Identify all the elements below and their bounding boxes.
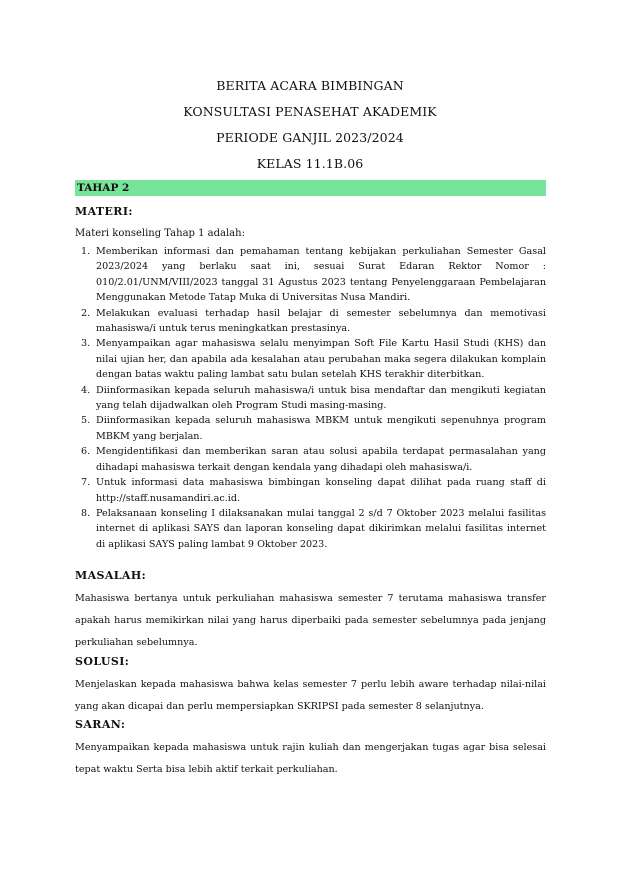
list-item-text: Mengidentifikasi dan memberikan saran atau solusi apabila terdapat permasalahan yang dihadapi mahasiswa terkait dengan kendala yang dihadapi oleh mahasiswa/i. — [96, 446, 546, 473]
list-item: 7. Untuk informasi data mahasiswa bimbingan konseling dapat dilihat pada ruang staff di http://staff.nusamandiri.ac.id. — [81, 477, 546, 504]
saran-text: Menyampaikan kepada mahasiswa untuk rajin kuliah dan mengerjakan tugas agar bisa selesai tepat waktu Serta bisa lebih aktif terkait perkuliahan. — [75, 742, 546, 775]
title-line-3: PERIODE GANJIL 2023/2024 — [216, 130, 404, 145]
list-item: 8. Pelaksanaan konseling I dilaksanakan mulai tanggal 2 s/d 7 Oktober 2023 melalui fasilitas internet di aplikasi SAYS dan laporan konseling dapat dikirimkan melalui fasilitas internet di aplikasi SAYS paling lambat 9 Oktober 2023. — [81, 507, 546, 550]
list-item: 6. Mengidentifikasi dan memberikan saran atau solusi apabila terdapat permasalahan yang dihadapi mahasiswa terkait dengan kendala yang dihadapi oleh mahasiswa/i. — [81, 446, 546, 473]
list-item: 1. Memberikan informasi dan pemahaman tentang kebijakan perkuliahan Semester Gasal 2023/2024 yang berlaku saat ini, sesuai Surat Edaran Rektor Nomor : 010/2.01/UNM/VIII/2023 tanggal 31 Agustus 2023 tentang Penyelenggaraan Pembelajaran Menggunakan Metode Tatap Muka di Universitas Nusa Mandiri. — [81, 246, 546, 304]
list-item-text: Diinformasikan kepada seluruh mahasiswa MBKM untuk mengikuti sepenuhnya program MBKM yang berjalan. — [96, 415, 546, 442]
list-item: 4. Diinformasikan kepada seluruh mahasiswa/i untuk bisa mendaftar dan mengikuti kegiatan yang telah dijadwalkan oleh Program Studi masing-masing. — [81, 384, 546, 412]
list-item-text: Untuk informasi data mahasiswa bimbingan konseling dapat dilihat pada ruang staff di http://staff.nusamandiri.ac.id. — [96, 477, 546, 504]
list-item-text: Diinformasikan kepada seluruh mahasiswa/i untuk bisa mendaftar dan mengikuti kegiatan yang telah dijadwalkan oleh Program Studi masing-masing. — [96, 384, 546, 412]
list-item-text: Memberikan informasi dan pemahaman tentang kebijakan perkuliahan Semester Gasal 2023/2024 yang berlaku saat ini, sesuai Surat Edaran Rektor Nomor : 010/2.01/UNM/VIII/2023 tanggal 31 Agustus 2023 tentang Penyelenggaraan Pembelajaran Menggunakan Metode Tatap Muka di Universitas Nusa Mandiri. — [96, 246, 546, 304]
masalah-heading: MASALAH: — [75, 569, 147, 582]
materi-list — [75, 244, 546, 552]
solusi-heading: SOLUSI: — [75, 655, 130, 668]
title-line-1: BERITA ACARA BIMBINGAN — [216, 78, 404, 93]
materi-intro: Materi konseling Tahap 1 adalah: — [75, 228, 245, 239]
list-item-text: Melakukan evaluasi terhadap hasil belajar di semester sebelumnya dan memotivasi mahasiswa/i untuk terus meningkatkan prestasinya. — [96, 307, 546, 335]
list-item-text: Menyampaikan agar mahasiswa selalu menyimpan Soft File Kartu Hasil Studi (KHS) dan nilai ujian her, dan apabila ada kesalahan atau perubahan maka segera dilakukan komplain dengan batas waktu paling lambat satu bulan setelah KHS terakhir diterbitkan. — [96, 338, 546, 381]
saran-heading: SARAN: — [75, 718, 126, 731]
solusi-text: Menjelaskan kepada mahasiswa bahwa kelas semester 7 perlu lebih aware terhadap nilai-nilai yang akan dicapai dan perlu mempersiapkan SKRIPSI pada semester 8 selanjutnya. — [75, 679, 546, 712]
materi-heading: MATERI: — [75, 205, 133, 218]
stage-banner: TAHAP 2 — [75, 180, 546, 196]
title-line-2: KONSULTASI PENASEHAT AKADEMIK — [183, 104, 437, 119]
title-line-4: KELAS 11.1B.06 — [256, 156, 364, 171]
list-item: 5. Diinformasikan kepada seluruh mahasiswa MBKM untuk mengikuti sepenuhnya program MBKM yang berjalan. — [81, 415, 546, 442]
list-item-text: Pelaksanaan konseling I dilaksanakan mulai tanggal 2 s/d 7 Oktober 2023 melalui fasilitas internet di aplikasi SAYS dan laporan konseling dapat dikirimkan melalui fasilitas internet di aplikasi SAYS paling lambat 9 Oktober 2023. — [96, 507, 546, 550]
masalah-text: Mahasiswa bertanya untuk perkuliahan mahasiswa semester 7 terutama mahasiswa transfer apakah harus memikirkan nilai yang harus diperbaiki pada semester sebelumnya pada jenjang perkuliahan sebelumnya. — [75, 593, 546, 648]
list-item: 3. Menyampaikan agar mahasiswa selalu menyimpan Soft File Kartu Hasil Studi (KHS) dan nilai ujian her, dan apabila ada kesalahan atau perubahan maka segera dilakukan komplain dengan batas waktu paling lambat satu bulan setelah KHS terakhir diterbitkan. — [81, 338, 546, 381]
list-item: 2. Melakukan evaluasi terhadap hasil belajar di semester sebelumnya dan memotivasi mahasiswa/i untuk terus meningkatkan prestasinya. — [81, 307, 546, 335]
